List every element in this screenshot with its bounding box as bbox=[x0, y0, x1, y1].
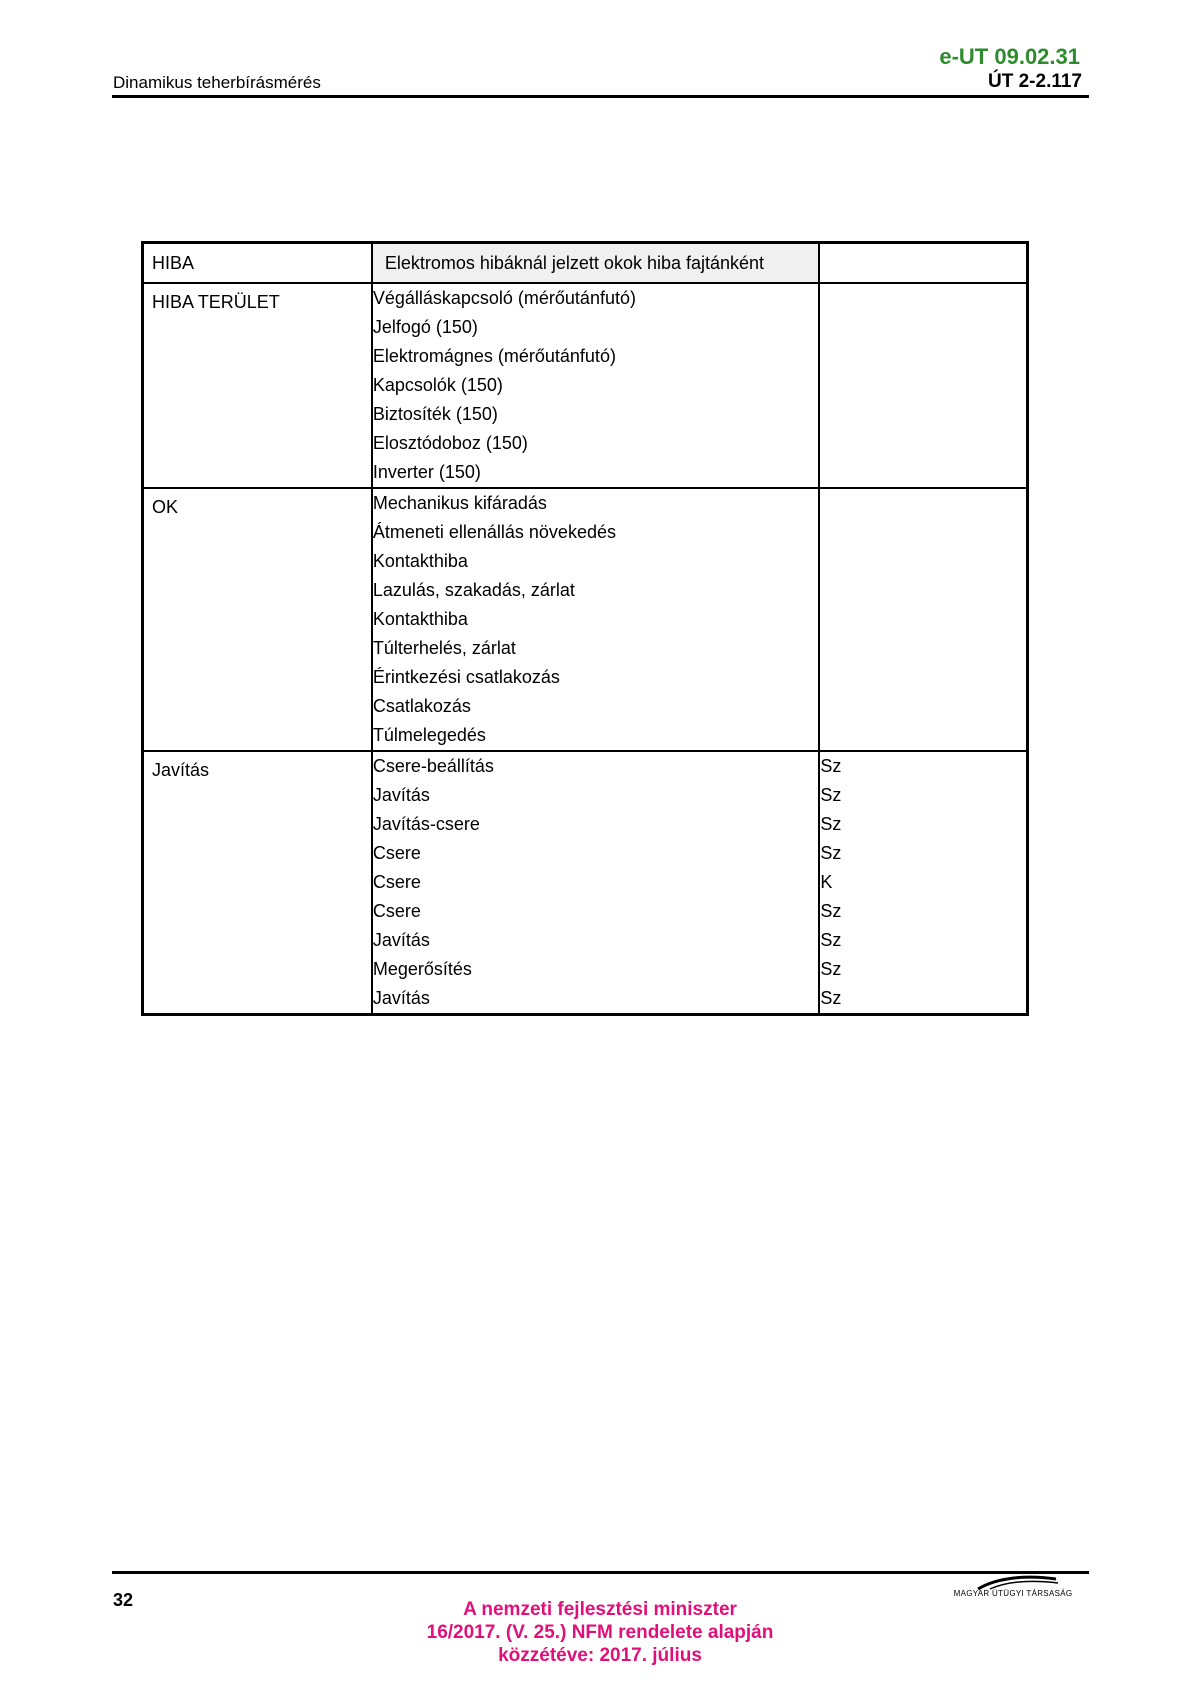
list-item: Csere bbox=[372, 901, 421, 921]
header-label-cell: HIBA bbox=[143, 243, 372, 284]
list-item: Javítás bbox=[372, 930, 430, 950]
table-header-row bbox=[143, 243, 1028, 284]
header-rule bbox=[112, 95, 1089, 98]
repair-code: Sz bbox=[820, 930, 842, 950]
publication-line: 16/2017. (V. 25.) NFM rendelete alapján bbox=[426, 1622, 774, 1643]
logo-text: MAGYAR ÚTÜGYI TÁRSASÁG bbox=[953, 1589, 1073, 1598]
document-code: e-UT 09.02.31 bbox=[939, 44, 1080, 69]
list-item: Javítás-csere bbox=[372, 814, 480, 834]
list-item: Biztosíték (150) bbox=[372, 404, 498, 424]
table-row-repair bbox=[143, 751, 1028, 1015]
table-row-cause bbox=[143, 488, 1028, 751]
repair-code: Sz bbox=[820, 785, 842, 805]
list-item: Végálláskapcsoló (mérőutánfutó) bbox=[372, 288, 636, 308]
repair-code: Sz bbox=[820, 901, 842, 921]
publication-note bbox=[360, 1598, 840, 1667]
list-item: Kapcsolók (150) bbox=[372, 375, 503, 395]
list-item: Elosztódoboz (150) bbox=[372, 433, 528, 453]
repair-items bbox=[372, 751, 820, 1015]
repair-codes bbox=[819, 751, 1027, 1015]
list-item: Csere bbox=[372, 843, 421, 863]
area-empty-cell bbox=[819, 283, 1027, 488]
list-item: Elektromágnes (mérőutánfutó) bbox=[372, 346, 616, 366]
repair-code: Sz bbox=[820, 959, 842, 979]
page-number: 32 bbox=[113, 1590, 134, 1610]
list-item: Kontakthiba bbox=[372, 551, 468, 571]
list-item: Érintkezési csatlakozás bbox=[372, 667, 560, 687]
cause-items bbox=[372, 488, 820, 751]
repair-code: K bbox=[820, 872, 833, 892]
list-item: Javítás bbox=[372, 785, 430, 805]
list-item: Inverter (150) bbox=[372, 462, 481, 482]
table-row-area bbox=[143, 283, 1028, 488]
list-item: Csatlakozás bbox=[372, 696, 471, 716]
list-item: Kontakthiba bbox=[372, 609, 468, 629]
repair-code: Sz bbox=[820, 814, 842, 834]
header-title: Dinamikus teherbírásmérés bbox=[113, 73, 321, 92]
publication-line: A nemzeti fejlesztési miniszter bbox=[463, 1599, 737, 1620]
repair-code: Sz bbox=[820, 843, 842, 863]
list-item: Csere-beállítás bbox=[372, 756, 494, 776]
list-item: Lazulás, szakadás, zárlat bbox=[372, 580, 575, 600]
publication-line: közzétéve: 2017. július bbox=[498, 1645, 702, 1666]
repair-code: Sz bbox=[820, 756, 842, 776]
list-item: Megerősítés bbox=[372, 959, 472, 979]
area-items bbox=[372, 283, 820, 488]
repair-code: Sz bbox=[820, 988, 842, 1008]
list-item: Jelfogó (150) bbox=[372, 317, 478, 337]
row-label-cause: OK bbox=[152, 497, 179, 517]
standard-number: ÚT 2-2.117 bbox=[988, 71, 1082, 92]
list-item: Túlmelegedés bbox=[372, 725, 486, 745]
society-logo bbox=[938, 1573, 1088, 1603]
list-item: Javítás bbox=[372, 988, 430, 1008]
list-item: Csere bbox=[372, 872, 421, 892]
fault-table bbox=[141, 241, 1029, 1016]
list-item: Átmeneti ellenállás növekedés bbox=[372, 522, 616, 542]
header-title-cell: Elektromos hibáknál jelzett okok hiba fajtánként bbox=[372, 243, 820, 284]
list-item: Mechanikus kifáradás bbox=[372, 493, 547, 513]
row-label-area: HIBA TERÜLET bbox=[152, 292, 280, 312]
header-empty-cell bbox=[819, 243, 1027, 284]
cause-empty-cell bbox=[819, 488, 1027, 751]
row-label-repair: Javítás bbox=[152, 760, 210, 780]
list-item: Túlterhelés, zárlat bbox=[372, 638, 516, 658]
